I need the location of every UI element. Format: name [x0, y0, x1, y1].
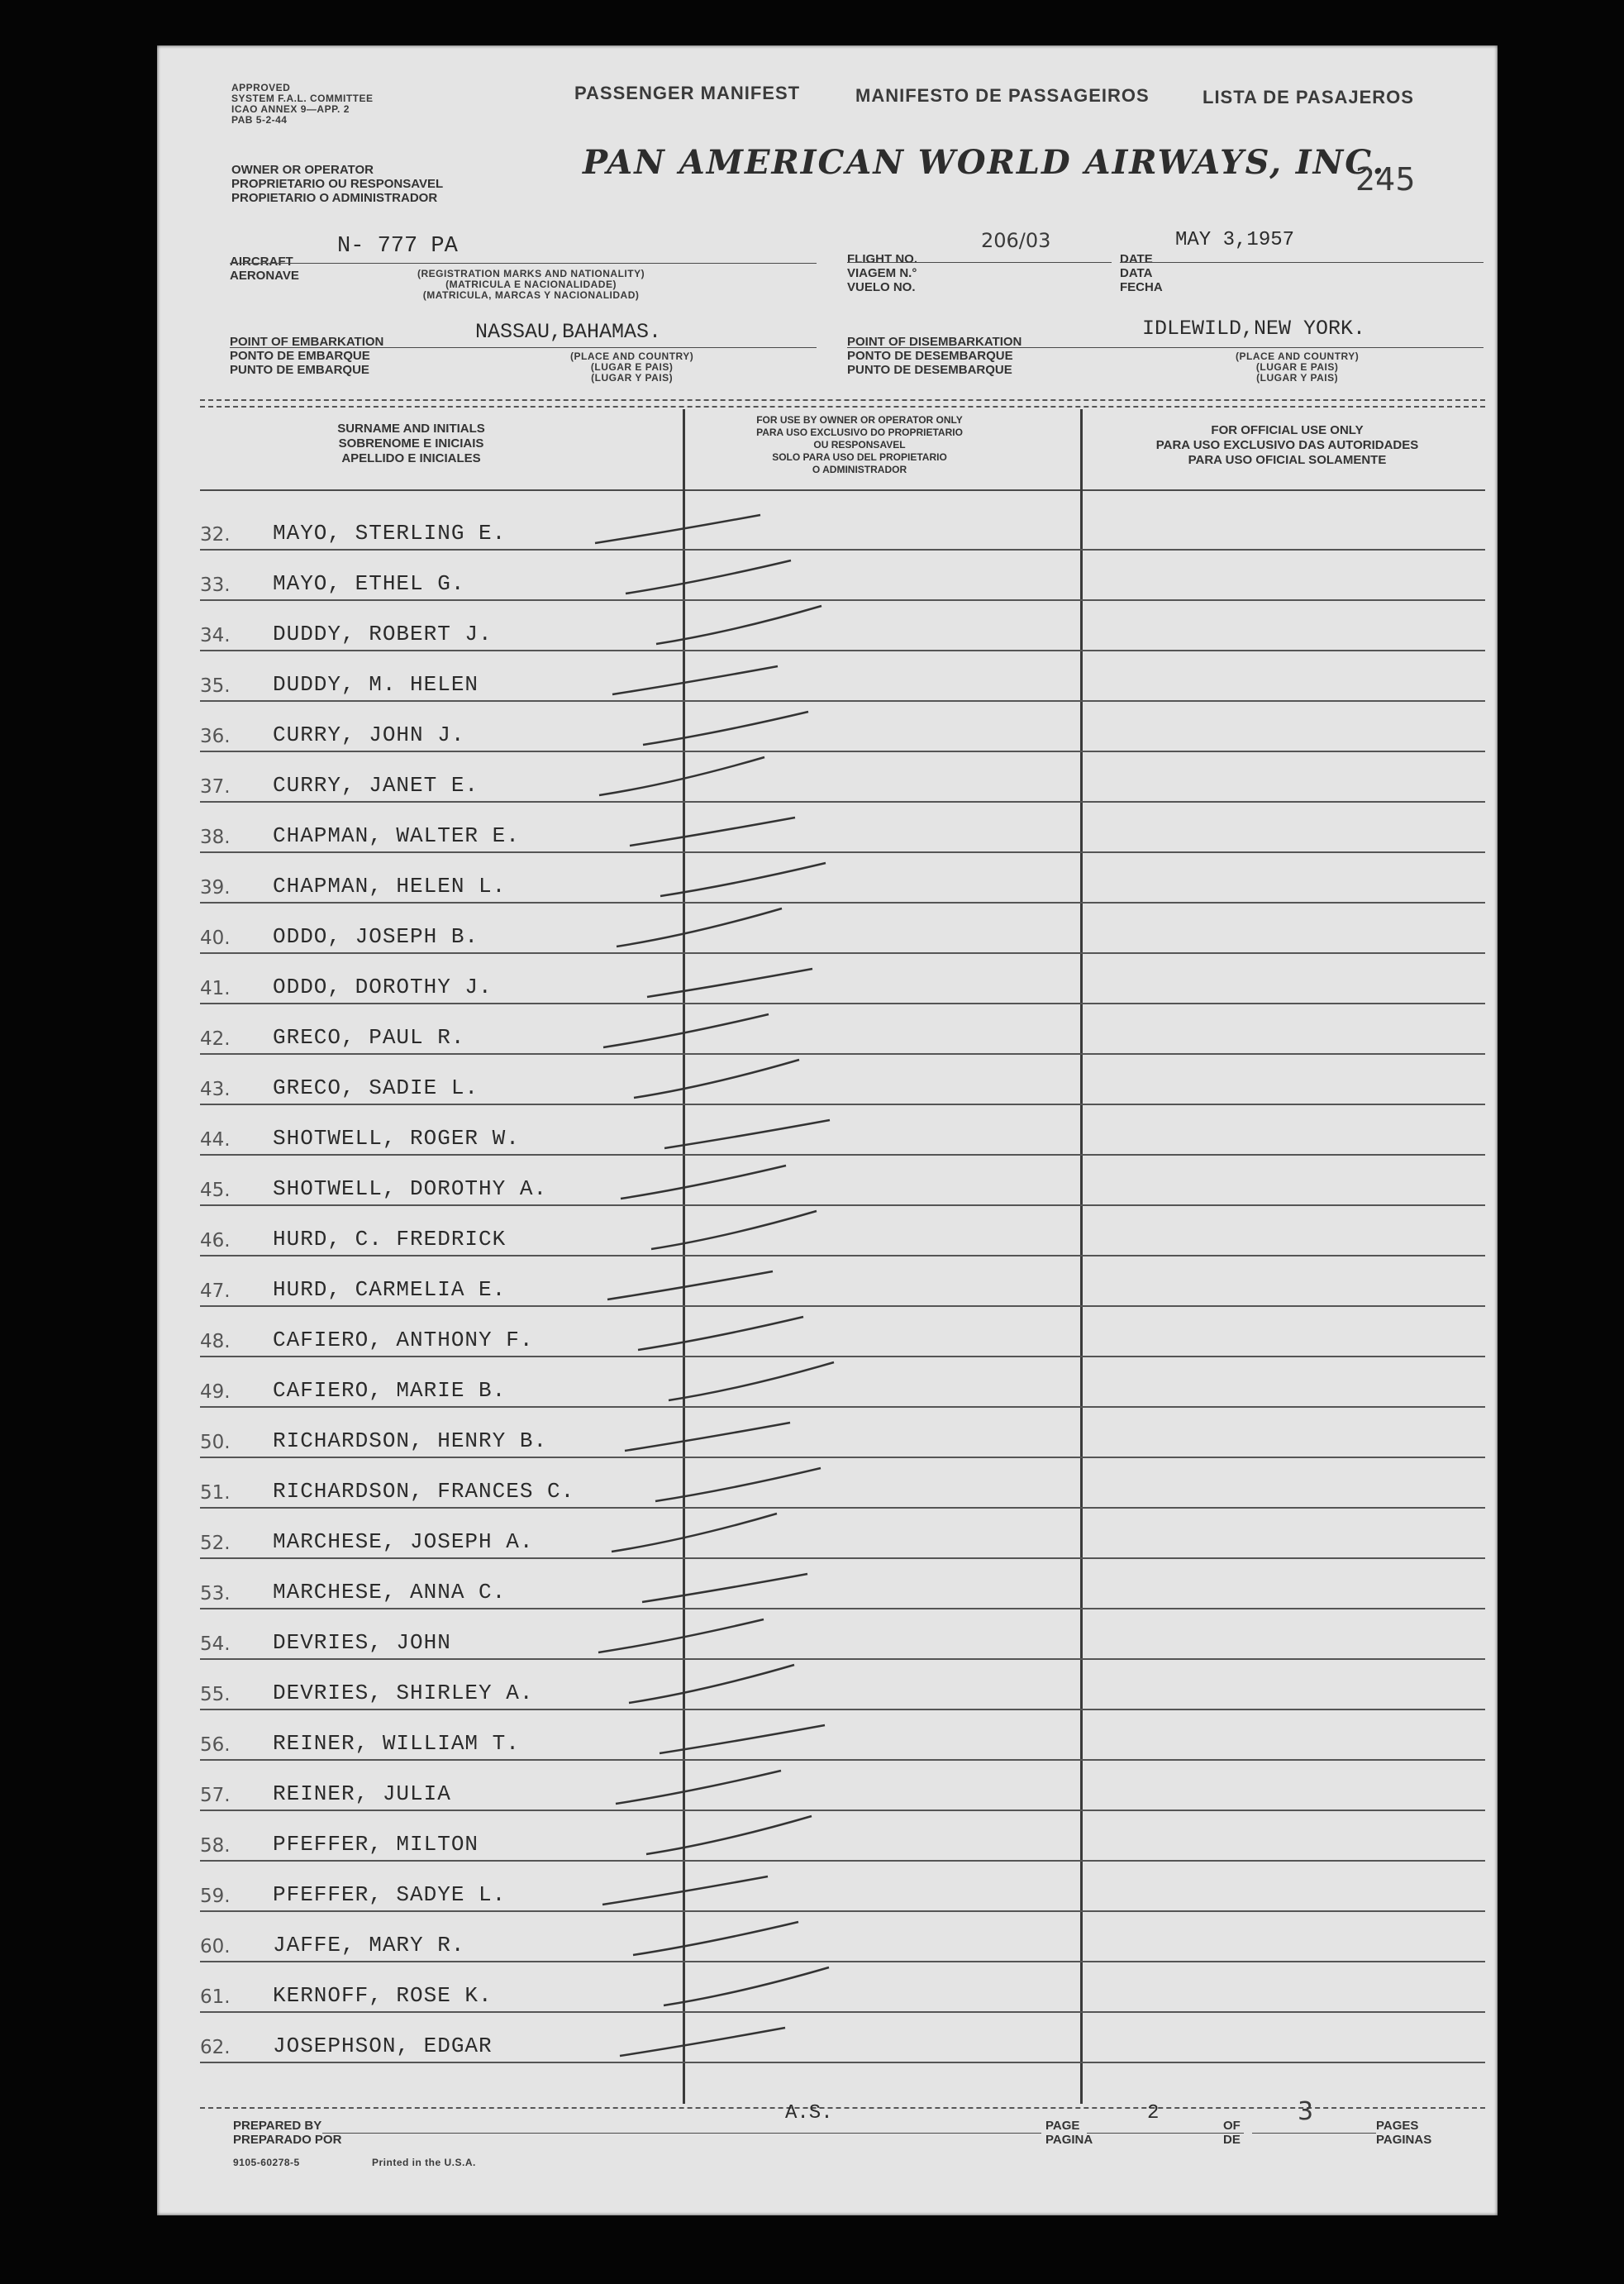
check-stroke [664, 1120, 830, 1148]
column-header-line: PARA USO EXCLUSIVO DO PROPRIETARIO [756, 427, 963, 438]
flight-label-line: VIAGEM N.° [847, 266, 917, 280]
page-label-line: PAGINA [1045, 2133, 1093, 2147]
column-header-line: SOLO PARA USO DEL PROPIETARIO [772, 451, 947, 463]
column-header-line: PARA USO OFICIAL SOLAMENTE [1188, 453, 1387, 467]
check-stroke [669, 1362, 834, 1400]
passenger-name: PFEFFER, SADYE L. [273, 1882, 507, 1907]
row-number: 46. [200, 1230, 231, 1252]
check-stroke [634, 1060, 799, 1098]
row-number: 57. [200, 1785, 231, 1806]
column-header-line: PARA USO EXCLUSIVO DAS AUTORIDADES [1155, 438, 1419, 452]
place-sub-line: (LUGAR E PAIS) [1255, 361, 1339, 373]
passenger-name: HURD, CARMELIA E. [273, 1277, 507, 1302]
passenger-name: CURRY, JOHN J. [273, 722, 465, 747]
of-label-line: DE [1223, 2133, 1241, 2147]
passenger-name: REINER, WILLIAM T. [273, 1731, 520, 1756]
row-number: 52. [200, 1533, 231, 1554]
check-marks [157, 45, 1498, 2215]
check-stroke [616, 1771, 781, 1804]
page-label-line: PAGE [1045, 2119, 1080, 2133]
passenger-name: CHAPMAN, WALTER E. [273, 823, 520, 848]
flight-label-line: FLIGHT NO. [847, 252, 917, 266]
manifest-page [157, 45, 1498, 2215]
passenger-name: JOSEPHSON, EDGAR [273, 2034, 493, 2058]
prepared-value: A.S. [785, 2102, 833, 2124]
passenger-name: GRECO, SADIE L. [273, 1075, 479, 1100]
pages-label-line: PAGES [1376, 2119, 1419, 2133]
column-header-line: OU RESPONSAVEL [813, 439, 906, 451]
check-stroke [638, 1317, 803, 1350]
row-number: 48. [200, 1331, 231, 1352]
prepared-label-line: PREPARADO POR [233, 2133, 342, 2147]
check-stroke [607, 1271, 773, 1299]
registration-sub-line: (REGISTRATION MARKS AND NATIONALITY) [417, 268, 645, 279]
check-stroke [620, 2028, 785, 2056]
row-number: 51. [200, 1482, 231, 1504]
passenger-name: MARCHESE, JOSEPH A. [273, 1529, 534, 1554]
check-stroke [617, 908, 782, 947]
approval-line: APPROVED [231, 82, 291, 93]
passenger-name: ODDO, JOSEPH B. [273, 924, 479, 949]
row-number: 58. [200, 1835, 231, 1857]
check-stroke [603, 1014, 769, 1047]
row-number: 44. [200, 1129, 231, 1151]
aircraft-value: N- 777 PA [337, 234, 458, 259]
passenger-name: DUDDY, ROBERT J. [273, 622, 493, 646]
registration-sub-line: (MATRICULA, MARCAS Y NACIONALIDAD) [422, 289, 640, 301]
check-stroke [612, 1514, 777, 1552]
airline-name: PAN AMERICAN WORLD AIRWAYS, INC. [583, 143, 1386, 182]
passenger-name: CHAPMAN, HELEN L. [273, 874, 507, 899]
row-number: 56. [200, 1734, 231, 1756]
table-bottom-rule [200, 2107, 1485, 2109]
row-number: 62. [200, 2037, 231, 2058]
passenger-name: MAYO, STERLING E. [273, 521, 507, 546]
owner-label-line: OWNER OR OPERATOR [231, 163, 374, 177]
disembark-label-line: PUNTO DE DESEMBARQUE [847, 363, 1012, 377]
row-number: 53. [200, 1583, 231, 1605]
column-header-line: FOR OFFICIAL USE ONLY [1211, 423, 1364, 437]
pages-label [1376, 2119, 1431, 2147]
check-stroke [612, 666, 778, 694]
row-number: 32. [200, 524, 231, 546]
of-label-line: OF [1223, 2119, 1241, 2133]
passenger-name: HURD, C. FREDRICK [273, 1227, 507, 1252]
approval-line: ICAO ANNEX 9—APP. 2 [231, 103, 350, 115]
row-number: 36. [200, 726, 231, 747]
passenger-name: JAFFE, MARY R. [273, 1933, 465, 1957]
passenger-name: CURRY, JANET E. [273, 773, 479, 798]
passenger-name: CAFIERO, MARIE B. [273, 1378, 507, 1403]
check-stroke [660, 863, 826, 896]
row-number: 33. [200, 575, 231, 596]
check-stroke [626, 560, 791, 594]
column-header-line: O ADMINISTRADOR [812, 464, 907, 475]
check-stroke [599, 757, 764, 795]
passenger-name: DEVRIES, SHIRLEY A. [273, 1681, 534, 1705]
page-label [1045, 2119, 1093, 2147]
row-number: 34. [200, 625, 231, 646]
passenger-name: DEVRIES, JOHN [273, 1630, 451, 1655]
place-sub-line: (LUGAR E PAIS) [590, 361, 674, 373]
row-number: 42. [200, 1028, 231, 1050]
owner-label-line: PROPIETARIO O ADMINISTRADOR [231, 191, 438, 205]
check-stroke [625, 1423, 790, 1451]
title-portuguese: MANIFESTO DE PASSAGEIROS [855, 85, 1150, 106]
disembark-label-line: POINT OF DISEMBARKATION [847, 335, 1022, 349]
check-stroke [655, 1468, 821, 1501]
column-header-line: APELLIDO E INICIALES [341, 451, 481, 465]
passenger-name: PFEFFER, MILTON [273, 1832, 479, 1857]
registration-sub-line: (MATRICULA E NACIONALIDADE) [445, 279, 617, 290]
flight-value: 206/03 [981, 229, 1051, 252]
passenger-name: RICHARDSON, FRANCES C. [273, 1479, 575, 1504]
passenger-name: RICHARDSON, HENRY B. [273, 1428, 548, 1453]
check-stroke [630, 818, 795, 846]
place-sub-line: (LUGAR Y PAIS) [591, 372, 674, 384]
row-number: 59. [200, 1886, 231, 1907]
passenger-name: DUDDY, M. HELEN [273, 672, 479, 697]
aircraft-label-line: AIRCRAFT [230, 255, 293, 269]
check-stroke [656, 606, 822, 644]
passenger-name: SHOTWELL, ROGER W. [273, 1126, 520, 1151]
of-underline [1252, 2133, 1376, 2134]
check-stroke [660, 1725, 825, 1753]
row-number: 60. [200, 1936, 231, 1957]
row-number: 41. [200, 978, 231, 999]
embark-value: NASSAU,BAHAMAS. [475, 320, 662, 344]
check-stroke [595, 515, 760, 543]
passenger-name: KERNOFF, ROSE K. [273, 1983, 493, 2008]
row-number: 49. [200, 1381, 231, 1403]
column-header-line: SURNAME AND INITIALS [337, 422, 485, 436]
column-header-line: FOR USE BY OWNER OR OPERATOR ONLY [756, 414, 963, 426]
column-header-line: SOBRENOME E INICIAIS [338, 436, 484, 451]
passenger-name: SHOTWELL, DOROTHY A. [273, 1176, 548, 1201]
check-stroke [651, 1211, 817, 1249]
row-number: 38. [200, 827, 231, 848]
check-stroke [647, 969, 812, 997]
row-number: 43. [200, 1079, 231, 1100]
page-underline [1087, 2133, 1244, 2134]
check-stroke [598, 1619, 764, 1652]
owner-label-line: PROPRIETARIO OU RESPONSAVEL [231, 177, 444, 191]
date-label-line: DATA [1120, 266, 1153, 280]
passenger-name: ODDO, DOROTHY J. [273, 975, 493, 999]
aircraft-label-line: AERONAVE [230, 269, 299, 283]
passenger-name: REINER, JULIA [273, 1781, 451, 1806]
check-stroke [629, 1665, 794, 1703]
row-number: 50. [200, 1432, 231, 1453]
check-stroke [664, 1967, 829, 2005]
approval-line: PAB 5-2-44 [231, 114, 288, 126]
approval-line: SYSTEM F.A.L. COMMITTEE [231, 93, 374, 104]
row-number: 40. [200, 927, 231, 949]
row-number: 39. [200, 877, 231, 899]
page-value: 2 [1147, 2102, 1160, 2124]
date-label-line: FECHA [1120, 280, 1163, 294]
of-value: 3 [1298, 2097, 1314, 2126]
row-number: 55. [200, 1684, 231, 1705]
passenger-name: CAFIERO, ANTHONY F. [273, 1328, 534, 1352]
embark-label-line: POINT OF EMBARKATION [230, 335, 384, 349]
embark-label-line: PONTO DE EMBARQUE [230, 349, 370, 363]
check-stroke [621, 1166, 786, 1199]
passenger-name: GRECO, PAUL R. [273, 1025, 465, 1050]
row-number: 35. [200, 675, 231, 697]
date-value: MAY 3,1957 [1175, 229, 1295, 251]
check-stroke [633, 1922, 798, 1955]
row-number: 45. [200, 1180, 231, 1201]
passenger-name: MARCHESE, ANNA C. [273, 1580, 507, 1605]
title-english: PASSENGER MANIFEST [574, 83, 801, 103]
passenger-name: MAYO, ETHEL G. [273, 571, 465, 596]
place-sub-line: (PLACE AND COUNTRY) [1236, 350, 1360, 362]
check-stroke [646, 1816, 812, 1854]
check-stroke [643, 712, 808, 745]
row-number: 61. [200, 1986, 231, 2008]
printed-note: Printed in the U.S.A. [372, 2157, 476, 2168]
date-label-line: DATE [1120, 252, 1153, 266]
prepared-underline [322, 2133, 1041, 2134]
prepared-label-line: PREPARED BY [233, 2119, 322, 2133]
place-sub-line: (PLACE AND COUNTRY) [570, 350, 694, 362]
page-stamp-number: 245 [1355, 161, 1416, 198]
check-stroke [642, 1574, 807, 1602]
flight-label-line: VUELO NO. [847, 280, 916, 294]
disembark-label-line: PONTO DE DESEMBARQUE [847, 349, 1013, 363]
disembark-value: IDLEWILD,NEW YORK. [1142, 317, 1366, 341]
row-number: 47. [200, 1280, 231, 1302]
check-stroke [602, 1876, 768, 1905]
pages-label-line: PAGINAS [1376, 2133, 1432, 2147]
form-number: 9105-60278-5 [233, 2157, 300, 2168]
place-sub-line: (LUGAR Y PAIS) [1256, 372, 1339, 384]
of-label [1223, 2119, 1241, 2147]
row-number: 54. [200, 1633, 231, 1655]
row-number: 37. [200, 776, 231, 798]
title-spanish: LISTA DE PASAJEROS [1203, 87, 1414, 107]
embark-label-line: PUNTO DE EMBARQUE [230, 363, 369, 377]
